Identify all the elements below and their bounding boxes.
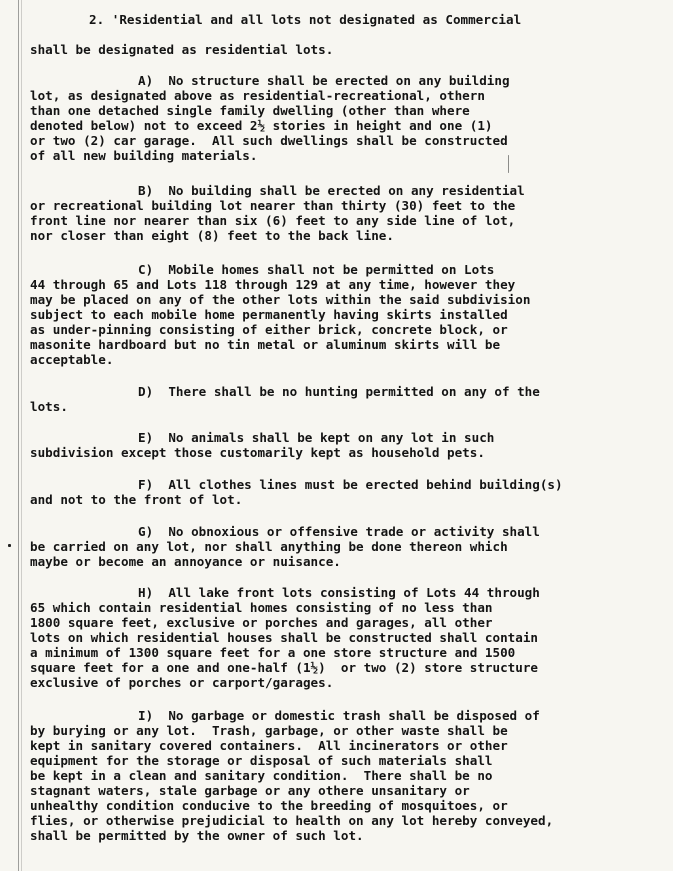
scan-speck [508,155,509,173]
text-line: G) No obnoxious or offensive trade or activity shall [138,524,540,539]
text-line: or two (2) car garage. All such dwellings shall be constructed [30,133,508,148]
text-line: a minimum of 1300 square feet for a one store structure and 1500 [30,645,516,660]
text-line: F) All clothes lines must be erected behind building(s) [138,477,563,492]
text-line: E) No animals shall be kept on any lot in such [138,430,495,445]
left-margin-rule-shadow [21,0,22,871]
text-line: H) All lake front lots consisting of Lots 44 through [138,585,540,600]
text-line: lots on which residential houses shall be constructed shall contain [30,630,538,645]
text-line: front line nor nearer than six (6) feet to any side line of lot, [30,213,516,228]
text-line: masonite hardboard but no tin metal or aluminum skirts will be [30,337,501,352]
text-line: I) No garbage or domestic trash shall be disposed of [138,708,540,723]
text-line: stagnant waters, stale garbage or any othere unsanitary or [30,783,470,798]
text-line: square feet for a one and one-half (1½) or two (2) store structure [30,660,538,675]
text-line: shall be designated as residential lots. [30,42,334,57]
text-line: of all new building materials. [30,148,258,163]
text-line: lots. [30,399,68,414]
text-line: 44 through 65 and Lots 118 through 129 at any time, however they [30,277,516,292]
text-line: B) No building shall be erected on any residential [138,183,525,198]
text-line: lot, as designated above as residential-recreational, othern [30,88,485,103]
text-line: subdivision except those customarily kept as household pets. [30,445,485,460]
scan-speck [8,544,11,547]
text-line: kept in sanitary covered containers. All incinerators or other [30,738,508,753]
text-line: 1800 square feet, exclusive or porches and garages, all other [30,615,493,630]
text-line: unhealthy condition conducive to the breeding of mosquitoes, or [30,798,508,813]
text-line: exclusive of porches or carport/garages. [30,675,334,690]
left-margin-rule [18,0,19,871]
text-line: than one detached single family dwelling (other than where [30,103,470,118]
text-line: C) Mobile homes shall not be permitted on Lots [138,262,495,277]
text-line: be kept in a clean and sanitary condition. There shall be no [30,768,493,783]
text-line: denoted below) not to exceed 2½ stories in height and one (1) [30,118,493,133]
text-line: flies, or otherwise prejudicial to health on any lot hereby conveyed, [30,813,554,828]
text-line: A) No structure shall be erected on any building [138,73,510,88]
text-line: may be placed on any of the other lots within the said subdivision [30,292,531,307]
text-line: D) There shall be no hunting permitted on any of the [138,384,540,399]
text-line: subject to each mobile home permanently having skirts installed [30,307,508,322]
text-line: 2. 'Residential and all lots not designated as Commercial [89,12,522,27]
text-line: and not to the front of lot. [30,492,243,507]
text-line: as under-pinning consisting of either brick, concrete block, or [30,322,508,337]
text-line: equipment for the storage or disposal of such materials shall [30,753,493,768]
text-line: by burying or any lot. Trash, garbage, or other waste shall be [30,723,508,738]
text-line: be carried on any lot, nor shall anything be done thereon which [30,539,508,554]
text-line: or recreational building lot nearer than thirty (30) feet to the [30,198,516,213]
text-line: acceptable. [30,352,114,367]
text-line: nor closer than eight (8) feet to the back line. [30,228,394,243]
text-line: maybe or become an annoyance or nuisance. [30,554,341,569]
text-line: shall be permitted by the owner of such lot. [30,828,364,843]
text-line: 65 which contain residential homes consisting of no less than [30,600,493,615]
